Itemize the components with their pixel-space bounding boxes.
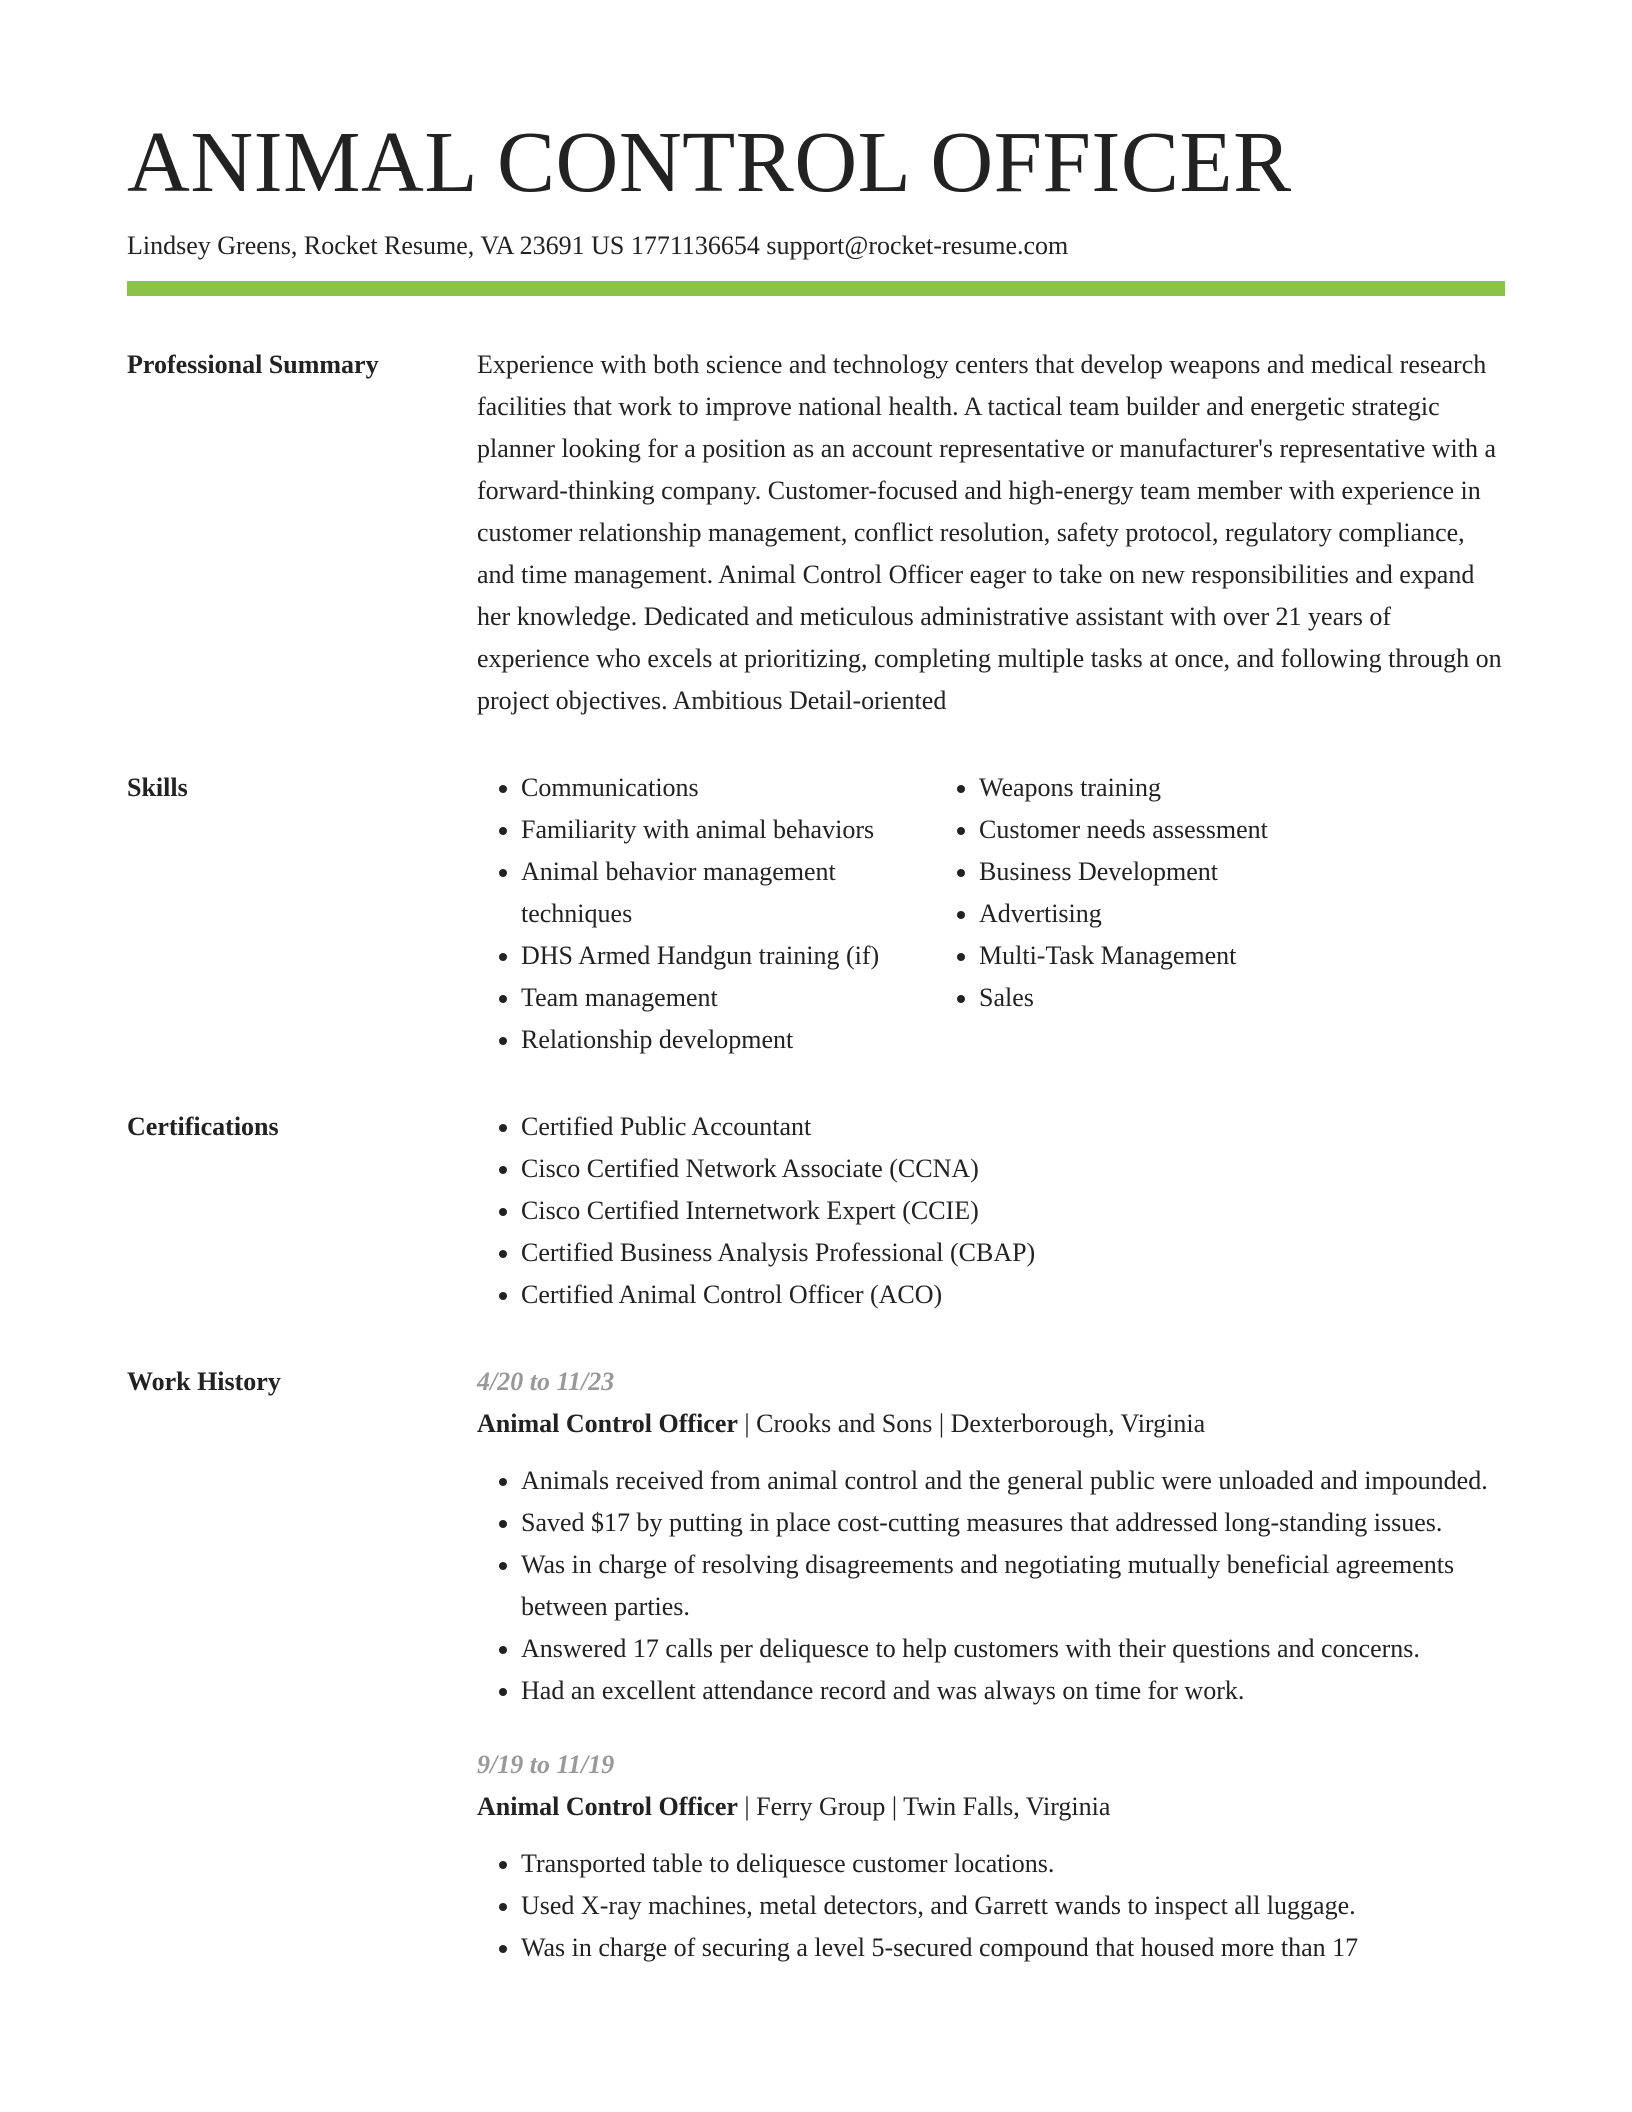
skill-item: • Customer needs assessment (979, 809, 1505, 851)
certifications-list (477, 1106, 1505, 1316)
certification-item: • Cisco Certified Network Associate (CCNA) (521, 1148, 1505, 1190)
section-label-skills: Skills (127, 772, 188, 802)
skill-item: • Team management (521, 977, 935, 1019)
skill-item: • Advertising (979, 893, 1505, 935)
job-bullet: • Transported table to deliquesce customer locations. (521, 1843, 1505, 1885)
job-bullet: • Was in charge of resolving disagreements and negotiating mutually beneficial agreements between parties. (521, 1544, 1505, 1628)
resume-title: ANIMAL CONTROL OFFICER (127, 113, 1292, 210)
skills-list-left (477, 767, 935, 1061)
skill-item: • Multi-Task Management (979, 935, 1505, 977)
job-bullet: • Animals received from animal control and the general public were unloaded and impounded. (521, 1460, 1505, 1502)
job-heading (477, 1786, 1505, 1828)
job-entry (477, 1744, 1505, 1969)
contact-line: Lindsey Greens, Rocket Resume, VA 23691 US 1771136654 support@rocket-resume.com (127, 231, 1069, 260)
job-heading (477, 1403, 1505, 1445)
job-bullet: • Was in charge of securing a level 5-secured compound that housed more than 17 (521, 1927, 1505, 1969)
skills-section (127, 767, 1505, 1061)
certification-item: • Certified Business Analysis Professional (CBAP) (521, 1232, 1505, 1274)
section-label-work-history: Work History (127, 1366, 281, 1396)
job-title: Animal Control Officer (477, 1408, 738, 1438)
job-bullet: • Had an excellent attendance record and was always on time for work. (521, 1670, 1505, 1712)
job-entry (477, 1361, 1505, 1712)
skill-item: • Weapons training (979, 767, 1505, 809)
skill-item: • DHS Armed Handgun training (if) (521, 935, 935, 977)
skill-item: • Communications (521, 767, 935, 809)
job-company-location: | Crooks and Sons | Dexterborough, Virginia (737, 1408, 1206, 1438)
section-label-certifications: Certifications (127, 1111, 279, 1141)
work-history-section (127, 1361, 1505, 1969)
summary-text: Experience with both science and technology centers that develop weapons and medical research facilities that work to improve national health. A tactical team builder and energetic strategic planner looking for a position as an account representative or manufacturer's representative with a forward-thinking company. Customer-focused and high-energy team member with experience in customer relationship management, conflict resolution, safety protocol, regulatory compliance, and time management. Animal Control Officer eager to take on new responsibilities and expand her knowledge. Dedicated and meticulous administrative assistant with over 21 years of experience who excels at prioritizing, completing multiple tasks at once, and following through on project objectives. Ambitious Detail-oriented (477, 349, 1502, 715)
header-divider (127, 281, 1505, 296)
certification-item: • Certified Public Accountant (521, 1106, 1505, 1148)
job-dates: 4/20 to 11/23 (477, 1366, 615, 1396)
certification-item: • Cisco Certified Internetwork Expert (CCIE) (521, 1190, 1505, 1232)
skill-item: • Business Development (979, 851, 1505, 893)
job-company-location: | Ferry Group | Twin Falls, Virginia (737, 1791, 1111, 1821)
skill-item: • Animal behavior management techniques (521, 851, 935, 935)
job-bullet: • Answered 17 calls per deliquesce to help customers with their questions and concerns. (521, 1628, 1505, 1670)
section-label-summary: Professional Summary (127, 349, 379, 379)
skill-item: • Sales (979, 977, 1505, 1019)
job-title: Animal Control Officer (477, 1791, 738, 1821)
job-dates: 9/19 to 11/19 (477, 1749, 615, 1779)
job-bullet: • Saved $17 by putting in place cost-cutting measures that addressed long-standing issues. (521, 1502, 1505, 1544)
summary-section (127, 344, 1505, 722)
certifications-section (127, 1106, 1505, 1316)
job-bullets (477, 1843, 1505, 1969)
skill-item: • Relationship development (521, 1019, 935, 1061)
job-bullet: • Used X-ray machines, metal detectors, and Garrett wands to inspect all luggage. (521, 1885, 1505, 1927)
job-bullets (477, 1460, 1505, 1712)
certification-item: • Certified Animal Control Officer (ACO) (521, 1274, 1505, 1316)
skills-list-right (935, 767, 1505, 1061)
skill-item: • Familiarity with animal behaviors (521, 809, 935, 851)
